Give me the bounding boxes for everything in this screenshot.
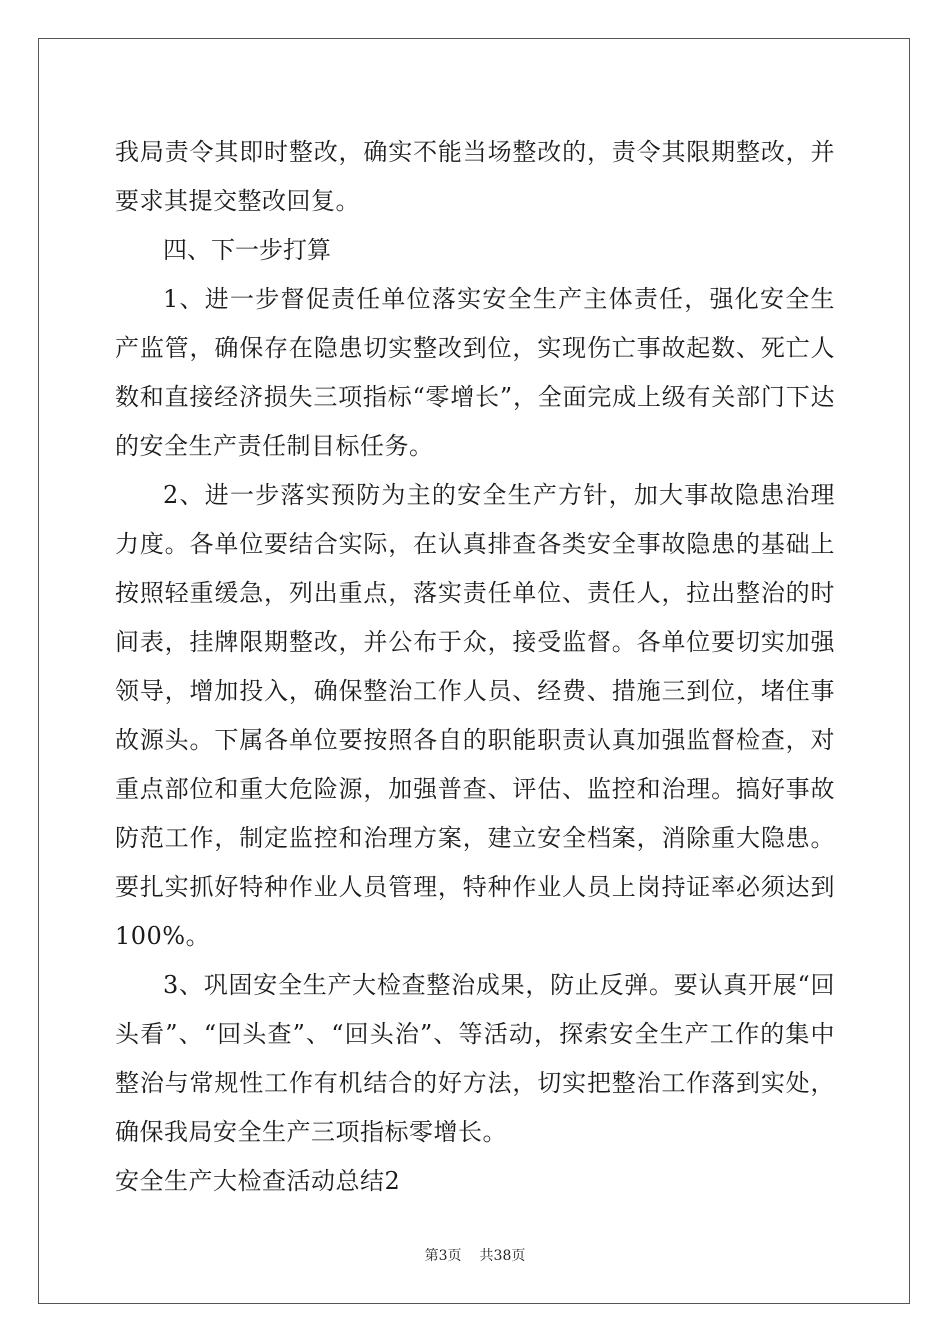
section-heading: 四、下一步打算 xyxy=(163,236,331,264)
page-total: 共38页 xyxy=(479,1248,526,1264)
paragraph-item-2: 2、进一步落实预防为主的安全生产方针，加大事故隐患治理力度。各单位要结合实际，在认真排查各类安全事故隐患的基础上按照轻重缓急，列出重点，落实责任单位、责任人，拉出整治的时间表，挂牌限期整改，并公布于众，接受监督。各单位要切实加强领导，增加投入，确保整治工作人员、经费、措施三到位，堵住事故源头。下属各单位要按照各自的职能职责认真加强监督检查，对重点部位和重大危险源，加强普查、评估、监控和治理。搞好事故防范工作，制定监控和治理方案，建立安全档案，消除重大隐患。要扎实抓好特种作业人员管理，特种作业人员上岗持证率必须达到100%。 xyxy=(115,481,835,950)
paragraph-continuation: 我局责令其即时整改，确实不能当场整改的，责令其限期整改，并要求其提交整改回复。 xyxy=(115,138,835,215)
document-body xyxy=(115,128,835,1206)
paragraph-item-3: 3、巩固安全生产大检查整治成果，防止反弹。要认真开展“回头看”、“回头查”、“回头治”、等活动，探索安全生产工作的集中整治与常规性工作有机结合的好方法，切实把整治工作落到实处，确保我局安全生产三项指标零增长。 xyxy=(115,971,835,1146)
page-footer xyxy=(0,1245,950,1265)
paragraph-item-1: 1、进一步督促责任单位落实安全生产主体责任，强化安全生产监管，确保存在隐患切实整改到位，实现伤亡事故起数、死亡人数和直接经济损失三项指标“零增长”，全面完成上级有关部门下达的安全生产责任制目标任务。 xyxy=(115,285,835,460)
next-document-title: 安全生产大检查活动总结2 xyxy=(115,1167,401,1195)
page-number: 第3页 xyxy=(424,1248,462,1264)
